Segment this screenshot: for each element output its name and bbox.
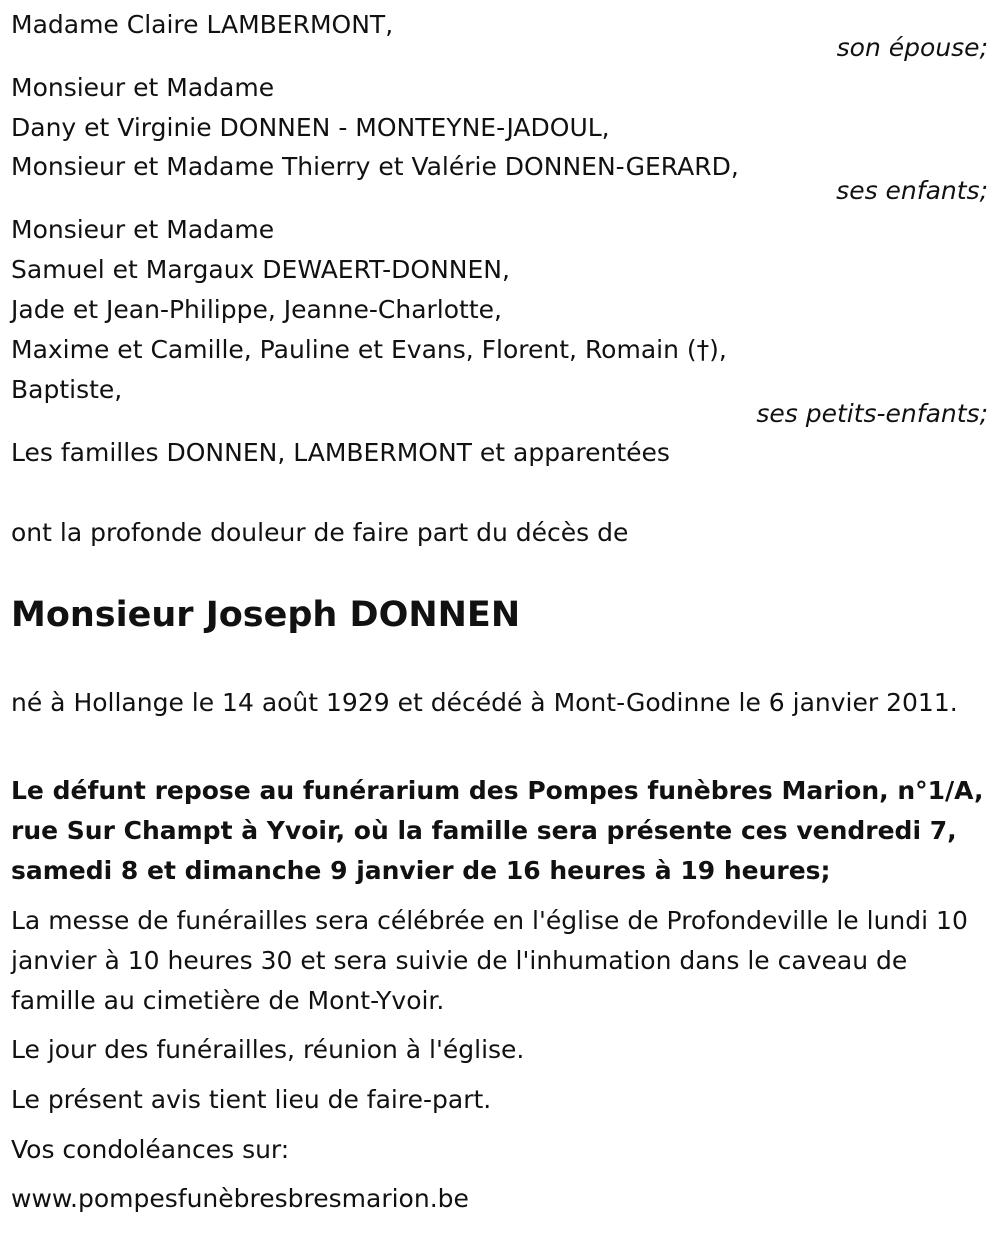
funeral-paragraph: La messe de funérailles sera célébrée en l'église de Profondeville le lundi 10 janvier à 10 heures 30 et sera suivie de l'inhumation dans le caveau de famille au cimetière de Mont-Yvoir. xyxy=(11,906,968,1015)
deceased-name: Monsieur Joseph DONNEN xyxy=(11,595,521,635)
condolences-label: Vos condoléances sur: xyxy=(11,1135,290,1164)
families-line: Les familles DONNEN, LAMBERMONT et apparentées xyxy=(11,438,670,467)
grandchildren-line: Monsieur et Madame xyxy=(11,215,275,244)
children-line: Dany et Virginie DONNEN - MONTEYNE-JADOUL, xyxy=(11,113,610,142)
children-line: Monsieur et Madame Thierry et Valérie DONNEN-GERARD, xyxy=(11,152,739,181)
meeting-line: Le jour des funérailles, réunion à l'église. xyxy=(11,1035,525,1064)
grandchildren-line: Jade et Jean-Philippe, Jeanne-Charlotte, xyxy=(11,295,502,324)
spouse-role: son épouse; xyxy=(836,33,988,62)
grandchildren-line: Baptiste, xyxy=(11,375,123,404)
visitation-paragraph: Le défunt repose au funérarium des Pompes funèbres Marion, n°1/A, rue Sur Champt à Yvoir, où la famille sera présente ces vendredi 7, samedi 8 et dimanche 9 janvier de 16 heures à 19 heures; xyxy=(11,776,984,885)
spouse-name: Madame Claire LAMBERMONT, xyxy=(11,10,394,39)
notice-line: Le présent avis tient lieu de faire-part. xyxy=(11,1085,492,1114)
grandchildren-line: Samuel et Margaux DEWAERT-DONNEN, xyxy=(11,255,510,284)
announcement-line: ont la profonde douleur de faire part du décès de xyxy=(11,518,629,547)
birth-death-paragraph: né à Hollange le 14 août 1929 et décédé à Mont-Godinne le 6 janvier 2011. xyxy=(11,688,958,717)
grandchildren-line: Maxime et Camille, Pauline et Evans, Florent, Romain (†), xyxy=(11,335,727,364)
website-link[interactable]: www.pompesfunèbresbresmarion.be xyxy=(11,1184,469,1213)
children-line: Monsieur et Madame xyxy=(11,73,275,102)
grandchildren-role: ses petits-enfants; xyxy=(756,399,988,428)
children-role: ses enfants; xyxy=(836,176,988,205)
